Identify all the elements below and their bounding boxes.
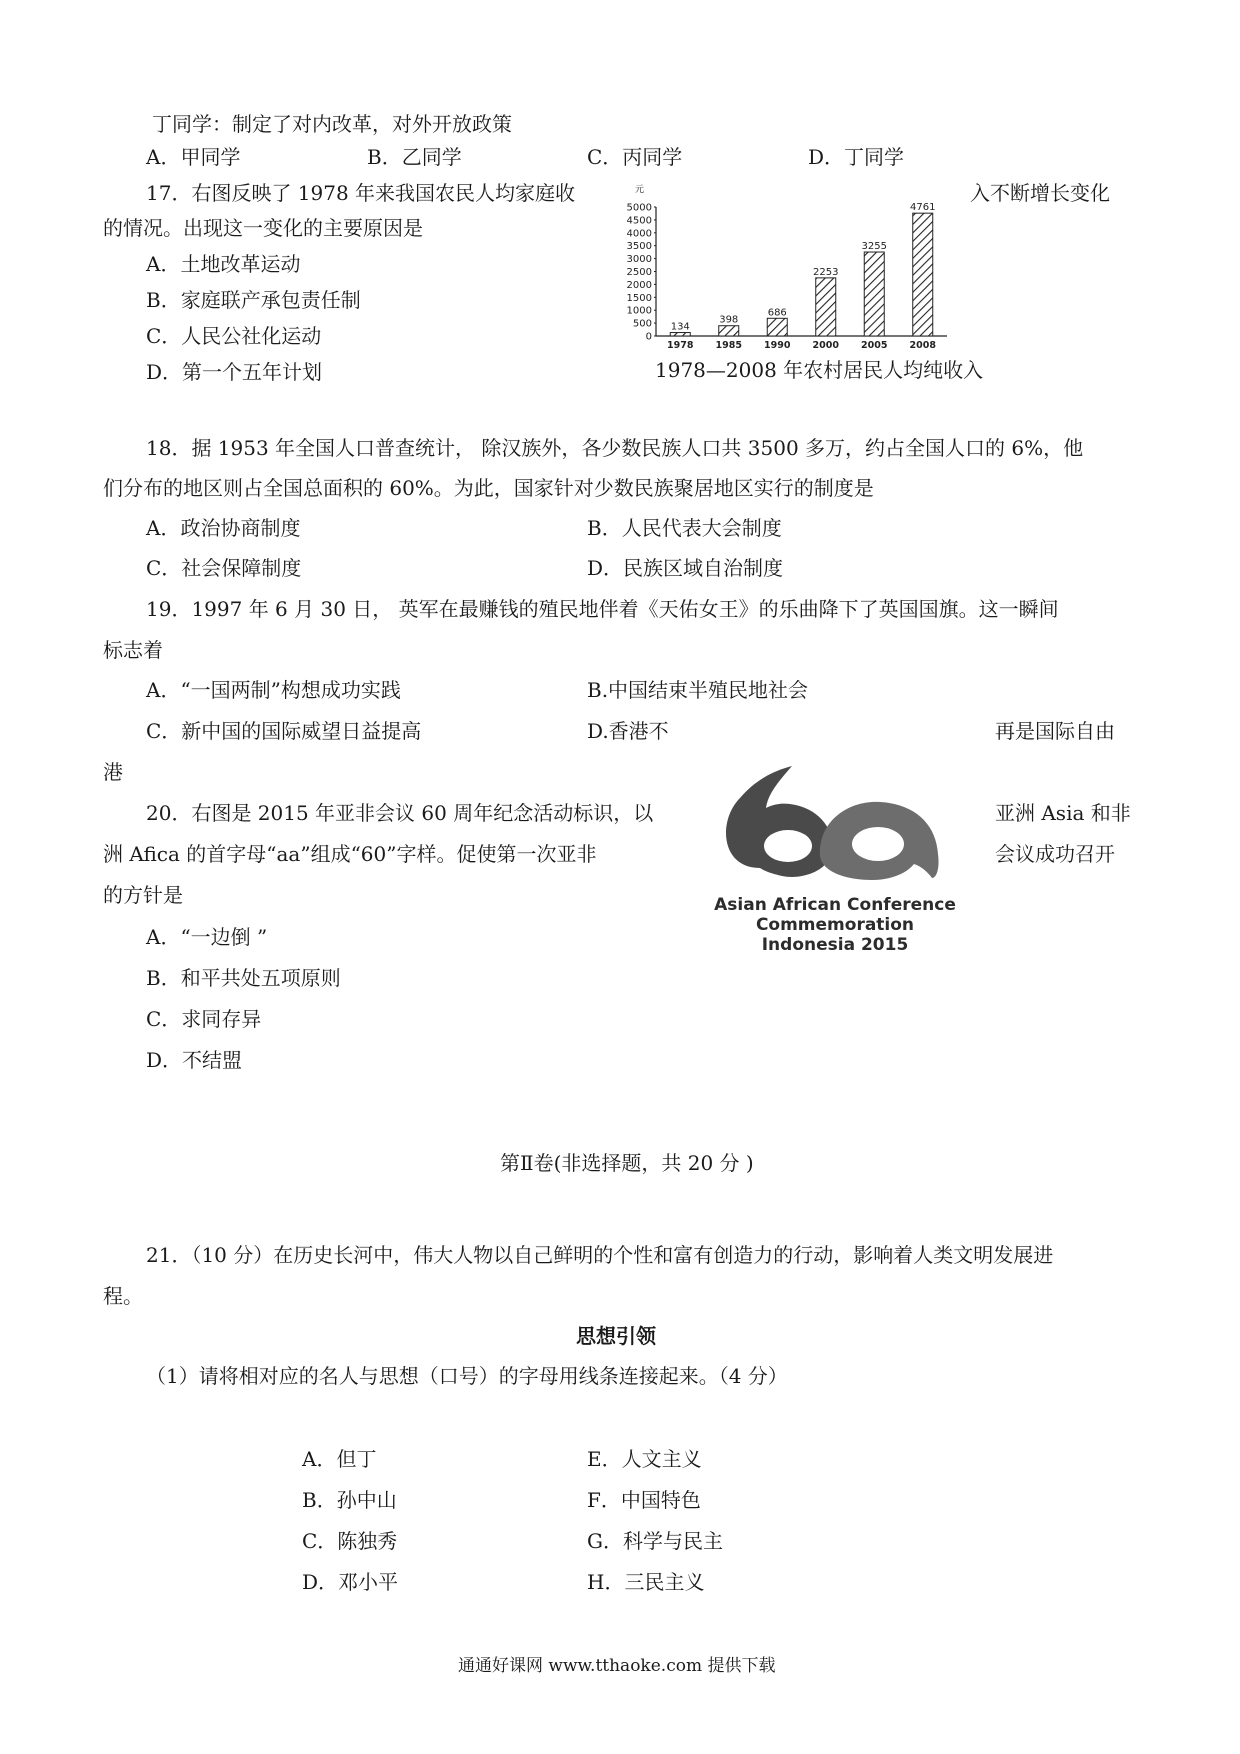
bar-value-label: 4761 bbox=[910, 202, 936, 214]
q17-stem: 17．右图反映了 1978 年来我国农民人均家庭收 bbox=[146, 181, 576, 205]
q20-option-d[interactable]: D．不结盟 bbox=[146, 1048, 243, 1072]
bar bbox=[816, 278, 836, 336]
q20-stem-line3: 的方针是 bbox=[103, 883, 183, 907]
q20-stem-line2: 洲 Afica 的首字母“aa”组成“60”字样。促使第一次亚非 bbox=[103, 842, 597, 866]
q17-stem-line2: 的情况。出现这一变化的主要原因是 bbox=[103, 216, 423, 240]
y-tick-label: 4500 bbox=[626, 215, 652, 227]
x-tick-label: 1985 bbox=[715, 340, 742, 351]
chart-caption: 1978—2008 年农村居民人均纯收入 bbox=[655, 358, 984, 382]
match-idea-e[interactable]: E．人文主义 bbox=[587, 1447, 702, 1471]
y-tick-label: 4000 bbox=[626, 228, 652, 240]
y-tick-label: 2000 bbox=[626, 279, 652, 291]
q20-option-a[interactable]: A．“一边倒 ” bbox=[146, 925, 268, 949]
q19-option-d-wrap: 港 bbox=[103, 760, 123, 784]
bar bbox=[719, 326, 739, 336]
bar-value-label: 398 bbox=[719, 314, 739, 326]
match-person-b[interactable]: B．孙中山 bbox=[302, 1488, 397, 1512]
q21-stem: 21．（10 分）在历史长河中，伟大人物以自己鲜明的个性和富有创造力的行动，影响着人类文明发展进 bbox=[146, 1243, 1054, 1267]
q20-option-b[interactable]: B．和平共处五项原则 bbox=[146, 966, 341, 990]
q18-option-a[interactable]: A．政治协商制度 bbox=[146, 516, 301, 540]
y-axis-unit: 元 bbox=[635, 185, 645, 195]
q19-option-a[interactable]: A．“一国两制”构想成功实践 bbox=[146, 678, 401, 702]
logo-text-line-2: Commemoration bbox=[755, 915, 915, 935]
q19-stem-line2: 标志着 bbox=[103, 638, 163, 662]
bar-value-label: 3255 bbox=[861, 241, 887, 253]
logo-text-line-1: Asian African Conference bbox=[714, 895, 956, 915]
x-tick-label: 2005 bbox=[861, 340, 888, 351]
x-tick-label: 1990 bbox=[764, 340, 791, 351]
match-idea-g[interactable]: G．科学与民主 bbox=[587, 1529, 723, 1553]
q21-subheading: 思想引领 bbox=[576, 1324, 656, 1348]
q17-stem-right: 入不断增长变化 bbox=[970, 181, 1110, 205]
y-tick-label: 0 bbox=[645, 331, 652, 343]
bar bbox=[767, 318, 787, 336]
match-person-c[interactable]: C．陈独秀 bbox=[302, 1529, 398, 1553]
q18-option-c[interactable]: C．社会保障制度 bbox=[146, 556, 302, 580]
q19-option-c[interactable]: C．新中国的国际威望日益提高 bbox=[146, 719, 422, 743]
y-tick-label: 3500 bbox=[626, 241, 652, 253]
q20-option-c[interactable]: C．求同存异 bbox=[146, 1007, 262, 1031]
match-idea-f[interactable]: F．中国特色 bbox=[587, 1488, 701, 1512]
q21-sub-question-1: （1）请将相对应的名人与思想（口号）的字母用线条连接起来。（4 分） bbox=[146, 1364, 788, 1388]
q16-option-c[interactable]: C．丙同学 bbox=[587, 145, 683, 169]
x-tick-label: 2008 bbox=[909, 340, 936, 351]
q20-stem-right: 亚洲 Asia 和非 bbox=[995, 801, 1131, 825]
y-tick-label: 2500 bbox=[626, 267, 652, 278]
q17-option-a[interactable]: A．土地改革运动 bbox=[146, 252, 301, 276]
q16-option-d-text: 丁同学：制定了对内改革，对外开放政策 bbox=[152, 112, 512, 136]
bar bbox=[913, 213, 933, 336]
y-tick-label: 500 bbox=[632, 318, 652, 330]
q20-stem-line2-right: 会议成功召开 bbox=[995, 842, 1115, 866]
page-footer: 通通好课网 www.tthaoke.com 提供下载 bbox=[458, 1656, 776, 1676]
y-tick-label: 3000 bbox=[626, 254, 652, 266]
bar bbox=[670, 333, 690, 336]
logo-text-line-3: Indonesia 2015 bbox=[761, 935, 909, 955]
x-tick-label: 2000 bbox=[812, 340, 839, 351]
match-idea-h[interactable]: H．三民主义 bbox=[587, 1570, 705, 1594]
q16-option-b[interactable]: B．乙同学 bbox=[367, 145, 462, 169]
q19-option-b[interactable]: B.中国结束半殖民地社会 bbox=[587, 678, 809, 702]
q16-option-a[interactable]: A．甲同学 bbox=[146, 145, 241, 169]
q20-stem: 20．右图是 2015 年亚非会议 60 周年纪念活动标识，以 bbox=[146, 801, 654, 825]
y-tick-label: 1000 bbox=[626, 305, 652, 317]
bar-value-label: 686 bbox=[767, 307, 787, 319]
q18-stem: 18．据 1953 年全国人口普查统计， 除汉族外，各少数民族人口共 3500 多万，约占全国人口的 6%，他 bbox=[146, 436, 1084, 460]
q21-stem-line2: 程。 bbox=[103, 1284, 143, 1308]
q18-option-d[interactable]: D．民族区域自治制度 bbox=[587, 556, 784, 580]
match-person-a[interactable]: A．但丁 bbox=[302, 1447, 377, 1471]
q18-option-b[interactable]: B．人民代表大会制度 bbox=[587, 516, 782, 540]
bar-value-label: 2253 bbox=[813, 266, 839, 278]
q19-option-d[interactable]: D.香港不 bbox=[587, 719, 669, 743]
q18-stem-line2: 们分布的地区则占全国总面积的 60%。为此，国家针对少数民族聚居地区实行的制度是 bbox=[103, 476, 874, 500]
income-bar-chart bbox=[615, 182, 955, 354]
q17-option-b[interactable]: B．家庭联产承包责任制 bbox=[146, 288, 361, 312]
section2-title: 第Ⅱ卷(非选择题，共 20 分 ) bbox=[500, 1151, 754, 1175]
aa-60-emblem-icon bbox=[700, 760, 970, 890]
bar bbox=[864, 252, 884, 336]
asian-african-conference-logo bbox=[700, 760, 970, 960]
match-person-d[interactable]: D．邓小平 bbox=[302, 1570, 399, 1594]
bar-value-label: 134 bbox=[670, 321, 690, 333]
y-tick-label: 1500 bbox=[626, 292, 652, 304]
q16-option-d[interactable]: D．丁同学 bbox=[808, 145, 905, 169]
q17-option-d[interactable]: D．第一个五年计划 bbox=[146, 360, 323, 384]
x-tick-label: 1978 bbox=[667, 340, 694, 351]
q17-option-c[interactable]: C．人民公社化运动 bbox=[146, 324, 322, 348]
q19-option-d-right: 再是国际自由 bbox=[995, 719, 1115, 743]
y-tick-label: 5000 bbox=[626, 202, 652, 214]
q19-stem: 19．1997 年 6 月 30 日， 英军在最赚钱的殖民地伴着《天佑女王》的乐曲降下了英国国旗。这一瞬间 bbox=[146, 597, 1059, 621]
